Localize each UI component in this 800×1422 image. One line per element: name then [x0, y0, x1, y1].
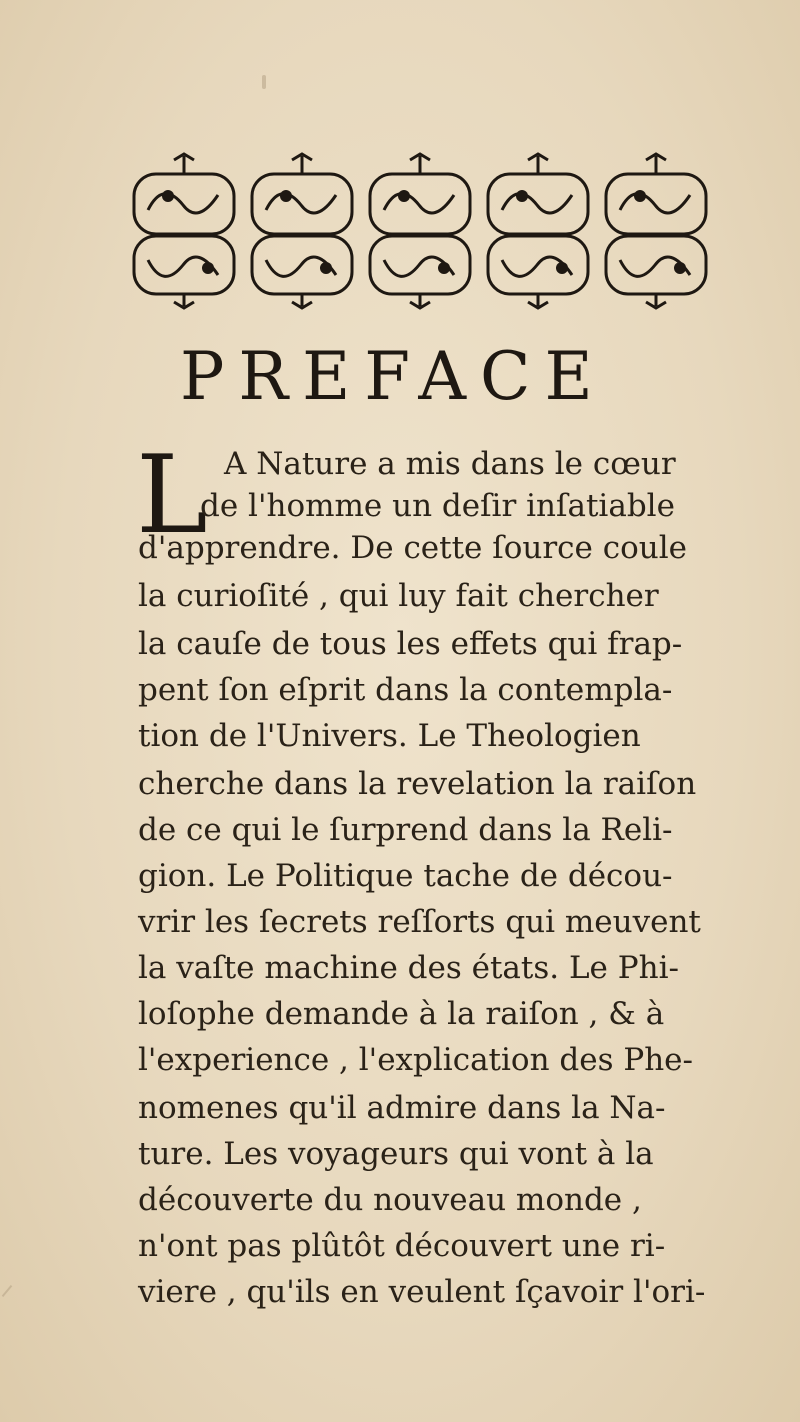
ornament-row-bottom	[134, 236, 706, 308]
text-line: n'ont pas plûtôt découvert une ri-	[138, 1228, 666, 1264]
text-line: de l'homme un deſir inſatiable	[200, 488, 675, 524]
page-title: PREFACE	[180, 338, 607, 415]
text-line: cherche dans la revelation la raiſon	[138, 766, 697, 802]
text-line: la cauſe de tous les effets qui frap-	[138, 626, 683, 662]
paper-blemish	[262, 75, 266, 89]
text-line: A Nature a mis dans le cœur	[224, 446, 676, 482]
text-line: la vaſte machine des états. Le Phi-	[138, 950, 679, 986]
text-line: vrir les ſecrets reſſorts qui meuvent	[138, 904, 701, 940]
text-line: loſophe demande à la raiſon , & à	[138, 996, 665, 1032]
text-line: la curioſité , qui luy fait chercher	[138, 578, 659, 614]
text-line: viere , qu'ils en veulent ſçavoir l'ori-	[138, 1274, 706, 1310]
text-line: de ce qui le ſurprend dans la Reli-	[138, 812, 673, 848]
text-line: gion. Le Politique tache de décou-	[138, 858, 673, 894]
ornament-row-top	[134, 154, 706, 234]
ornament-band	[128, 150, 712, 310]
text-line: nomenes qu'il admire dans la Na-	[138, 1090, 666, 1126]
paper-crease	[2, 1285, 13, 1297]
text-line: découverte du nouveau monde ,	[138, 1182, 642, 1218]
text-line: d'apprendre. De cette ſource coule	[138, 530, 687, 566]
text-line: pent ſon eſprit dans la contempla-	[138, 672, 673, 708]
drop-cap: L	[136, 433, 208, 558]
text-line: l'experience , l'explication des Phe-	[138, 1042, 694, 1078]
text-line: ture. Les voyageurs qui vont à la	[138, 1136, 654, 1172]
text-line: tion de l'Univers. Le Theologien	[138, 718, 641, 754]
